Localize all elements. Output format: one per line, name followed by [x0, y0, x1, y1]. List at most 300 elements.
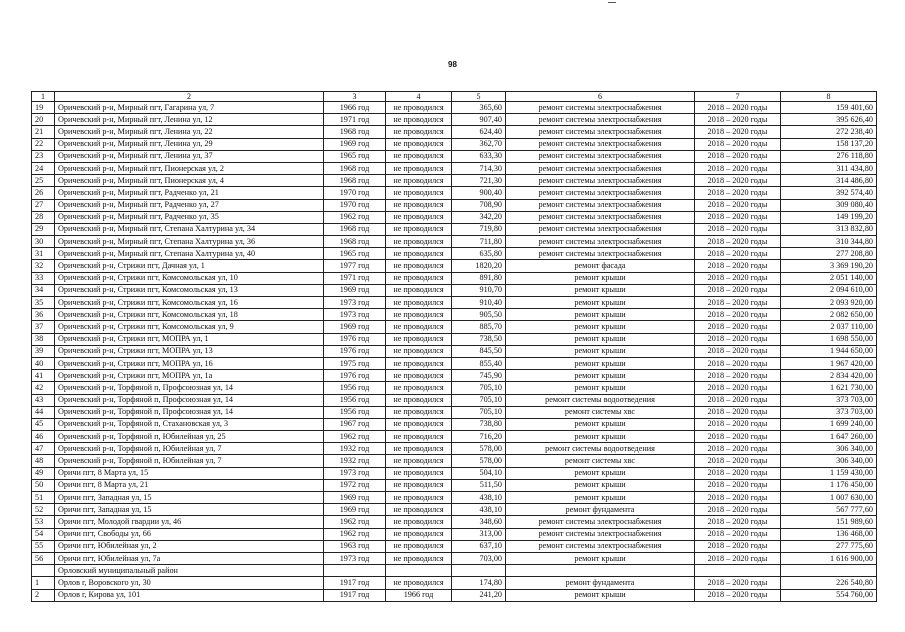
period-cell: 2018 – 2020 годы — [695, 357, 781, 369]
table-row — [32, 516, 877, 528]
row-number: 38 — [32, 333, 55, 345]
address-cell: Оричевский р-н, Мирный пгт, Ленина ул, 29 — [55, 138, 324, 150]
area-cell: 637,10 — [452, 540, 506, 552]
period-cell: 2018 – 2020 годы — [695, 345, 781, 357]
row-number: 47 — [32, 443, 55, 455]
area-cell: 738,50 — [452, 333, 506, 345]
work-type-cell: ремонт системы электроснабжения — [506, 199, 695, 211]
address-cell: Оричи пгт, 8 Марта ул, 21 — [55, 479, 324, 491]
work-type-cell: ремонт крыши — [506, 382, 695, 394]
last-repair-cell: не проводился — [386, 418, 452, 430]
table-row — [32, 370, 877, 382]
row-number: 32 — [32, 260, 55, 272]
area-cell: 855,40 — [452, 357, 506, 369]
address-cell: Оричи пгт, Юбилейная ул, 2 — [55, 540, 324, 552]
build-year-cell: 1969 год — [324, 138, 386, 150]
work-type-cell: ремонт крыши — [506, 309, 695, 321]
address-cell: Оричевский р-н, Мирный пгт, Ленина ул, 22 — [55, 126, 324, 138]
work-type-cell: ремонт фундамента — [506, 504, 695, 516]
row-number: 28 — [32, 211, 55, 223]
cost-cell: 2 094 610,00 — [781, 284, 877, 296]
area-cell: 885,70 — [452, 321, 506, 333]
area-cell: 716,20 — [452, 431, 506, 443]
address-cell: Оричевский р-н, Стрижи пгт, Комсомольская ул, 9 — [55, 321, 324, 333]
last-repair-cell: не проводился — [386, 504, 452, 516]
build-year-cell: 1971 год — [324, 114, 386, 126]
cost-cell: 1 967 420,00 — [781, 357, 877, 369]
row-number: 49 — [32, 467, 55, 479]
build-year-cell: 1965 год — [324, 248, 386, 260]
work-type-cell: ремонт крыши — [506, 297, 695, 309]
period-cell: 2018 – 2020 годы — [695, 370, 781, 382]
work-type-cell: ремонт крыши — [506, 333, 695, 345]
cost-cell: 306 340,00 — [781, 443, 877, 455]
build-year-cell: 1962 год — [324, 528, 386, 540]
table-row — [32, 102, 877, 114]
table-row — [32, 357, 877, 369]
period-cell: 2018 – 2020 годы — [695, 516, 781, 528]
address-cell: Оричи пгт, Свободы ул, 66 — [55, 528, 324, 540]
table-row — [32, 162, 877, 174]
row-number: 50 — [32, 479, 55, 491]
table-row — [32, 236, 877, 248]
work-type-cell: ремонт крыши — [506, 552, 695, 564]
table-row — [32, 260, 877, 272]
work-type-cell: ремонт системы электроснабжения — [506, 126, 695, 138]
work-type-cell: ремонт системы электроснабжения — [506, 223, 695, 235]
work-type-cell: ремонт системы хвс — [506, 455, 695, 467]
address-cell: Оричевский р-н, Стрижи пгт, Комсомольская ул, 18 — [55, 309, 324, 321]
cost-cell: 373 703,00 — [781, 406, 877, 418]
address-cell: Оричевский р-н, Торфяной п, Юбилейная ул, 7 — [55, 455, 324, 467]
cost-cell: 1 159 430,00 — [781, 467, 877, 479]
table-row — [32, 406, 877, 418]
work-type-cell: ремонт крыши — [506, 284, 695, 296]
address-cell: Оричевский р-н, Торфяной п, Профсоюзная ул, 14 — [55, 406, 324, 418]
period-cell: 2018 – 2020 годы — [695, 589, 781, 601]
period-cell: 2018 – 2020 годы — [695, 175, 781, 187]
period-cell: 2018 – 2020 годы — [695, 467, 781, 479]
cost-cell: 159 401,60 — [781, 102, 877, 114]
build-year-cell: 1956 год — [324, 394, 386, 406]
address-cell: Оричевский р-н, Мирный пгт, Гагарина ул, 7 — [55, 102, 324, 114]
cost-cell: 309 080,40 — [781, 199, 877, 211]
work-type-cell: ремонт крыши — [506, 370, 695, 382]
row-number: 21 — [32, 126, 55, 138]
last-repair-cell: не проводился — [386, 431, 452, 443]
work-type-cell: ремонт крыши — [506, 345, 695, 357]
period-cell: 2018 – 2020 годы — [695, 382, 781, 394]
section-row — [32, 565, 877, 577]
period-cell: 2018 – 2020 годы — [695, 528, 781, 540]
area-cell: 705,10 — [452, 406, 506, 418]
period-cell: 2018 – 2020 годы — [695, 418, 781, 430]
last-repair-cell: не проводился — [386, 114, 452, 126]
last-repair-cell: не проводился — [386, 260, 452, 272]
area-cell: 714,30 — [452, 162, 506, 174]
cost-cell: 136 468,00 — [781, 528, 877, 540]
last-repair-cell: не проводился — [386, 211, 452, 223]
row-number: 24 — [32, 162, 55, 174]
area-cell: 910,70 — [452, 284, 506, 296]
table-row — [32, 552, 877, 564]
row-number: 45 — [32, 418, 55, 430]
build-year-cell: 1969 год — [324, 492, 386, 504]
build-year-cell: 1967 год — [324, 418, 386, 430]
build-year-cell: 1917 год — [324, 577, 386, 589]
area-cell: 703,00 — [452, 552, 506, 564]
period-cell: 2018 – 2020 годы — [695, 333, 781, 345]
area-cell: 342,20 — [452, 211, 506, 223]
work-type-cell: ремонт системы электроснабжения — [506, 162, 695, 174]
row-number: 46 — [32, 431, 55, 443]
last-repair-cell: не проводился — [386, 187, 452, 199]
cost-cell: 554 760,00 — [781, 589, 877, 601]
section-blank — [386, 565, 452, 577]
area-cell: 738,80 — [452, 418, 506, 430]
area-cell: 365,60 — [452, 102, 506, 114]
period-cell: 2018 – 2020 годы — [695, 187, 781, 199]
build-year-cell: 1968 год — [324, 162, 386, 174]
address-cell: Оричевский р-н, Мирный пгт, Радченко ул, 35 — [55, 211, 324, 223]
period-cell: 2018 – 2020 годы — [695, 199, 781, 211]
scan-mark — [608, 2, 616, 3]
page-number: 98 — [448, 60, 457, 69]
row-number: 29 — [32, 223, 55, 235]
table-row — [32, 248, 877, 260]
row-number: 34 — [32, 284, 55, 296]
period-cell: 2018 – 2020 годы — [695, 577, 781, 589]
row-number: 35 — [32, 297, 55, 309]
period-cell: 2018 – 2020 годы — [695, 406, 781, 418]
row-number: 51 — [32, 492, 55, 504]
work-type-cell: ремонт системы электроснабжения — [506, 114, 695, 126]
last-repair-cell: не проводился — [386, 540, 452, 552]
area-cell: 907,40 — [452, 114, 506, 126]
last-repair-cell: не проводился — [386, 162, 452, 174]
build-year-cell: 1956 год — [324, 382, 386, 394]
column-number: 4 — [386, 92, 452, 102]
last-repair-cell: не проводился — [386, 443, 452, 455]
work-type-cell: ремонт крыши — [506, 492, 695, 504]
last-repair-cell: не проводился — [386, 382, 452, 394]
row-number: 30 — [32, 236, 55, 248]
table-body — [32, 92, 877, 602]
table-row — [32, 589, 877, 601]
work-type-cell: ремонт крыши — [506, 321, 695, 333]
row-number: 37 — [32, 321, 55, 333]
build-year-cell: 1962 год — [324, 211, 386, 223]
last-repair-cell: не проводился — [386, 272, 452, 284]
area-cell: 910,40 — [452, 297, 506, 309]
address-cell: Оричевский р-н, Стрижи пгт, МОПРА ул, 1 — [55, 333, 324, 345]
column-number: 2 — [55, 92, 324, 102]
area-cell: 845,50 — [452, 345, 506, 357]
cost-cell: 1 944 650,00 — [781, 345, 877, 357]
period-cell: 2018 – 2020 годы — [695, 297, 781, 309]
work-type-cell: ремонт крыши — [506, 467, 695, 479]
work-type-cell: ремонт системы хвс — [506, 406, 695, 418]
cost-cell: 314 486,80 — [781, 175, 877, 187]
cost-cell: 3 369 190,20 — [781, 260, 877, 272]
row-number: 40 — [32, 357, 55, 369]
work-type-cell: ремонт системы электроснабжения — [506, 236, 695, 248]
cost-cell: 373 703,00 — [781, 394, 877, 406]
last-repair-cell: не проводился — [386, 309, 452, 321]
build-year-cell: 1976 год — [324, 370, 386, 382]
table-row — [32, 418, 877, 430]
build-year-cell: 1968 год — [324, 175, 386, 187]
work-type-cell: ремонт системы электроснабжения — [506, 516, 695, 528]
row-number: 22 — [32, 138, 55, 150]
period-cell: 2018 – 2020 годы — [695, 540, 781, 552]
row-number: 26 — [32, 187, 55, 199]
build-year-cell: 1970 год — [324, 187, 386, 199]
row-number: 56 — [32, 552, 55, 564]
work-type-cell: ремонт крыши — [506, 418, 695, 430]
table-row — [32, 284, 877, 296]
period-cell: 2018 – 2020 годы — [695, 102, 781, 114]
table-row — [32, 540, 877, 552]
row-number: 44 — [32, 406, 55, 418]
last-repair-cell: не проводился — [386, 333, 452, 345]
cost-cell: 395 626,40 — [781, 114, 877, 126]
table-row — [32, 211, 877, 223]
table-row — [32, 321, 877, 333]
period-cell: 2018 – 2020 годы — [695, 272, 781, 284]
address-cell: Оричевский р-н, Мирный пгт, Радченко ул, 27 — [55, 199, 324, 211]
build-year-cell: 1970 год — [324, 199, 386, 211]
area-cell: 348,60 — [452, 516, 506, 528]
section-blank — [324, 565, 386, 577]
column-number: 6 — [506, 92, 695, 102]
column-number-header — [32, 92, 877, 102]
section-blank — [695, 565, 781, 577]
work-type-cell: ремонт крыши — [506, 357, 695, 369]
cost-cell: 2 082 650,00 — [781, 309, 877, 321]
cost-cell: 1 698 550,00 — [781, 333, 877, 345]
last-repair-cell: не проводился — [386, 321, 452, 333]
last-repair-cell: не проводился — [386, 297, 452, 309]
area-cell: 578,00 — [452, 443, 506, 455]
work-type-cell: ремонт системы водоотведения — [506, 394, 695, 406]
table-row — [32, 175, 877, 187]
cost-cell: 276 118,80 — [781, 150, 877, 162]
build-year-cell: 1932 год — [324, 443, 386, 455]
address-cell: Оричевский р-н, Стрижи пгт, Комсомольская ул, 10 — [55, 272, 324, 284]
period-cell: 2018 – 2020 годы — [695, 162, 781, 174]
work-type-cell: ремонт системы электроснабжения — [506, 138, 695, 150]
cost-cell: 149 199,20 — [781, 211, 877, 223]
column-number: 1 — [32, 92, 55, 102]
address-cell: Оричи пгт, Молодой гвардии ул, 46 — [55, 516, 324, 528]
address-cell: Оричи пгт, Западная ул, 15 — [55, 504, 324, 516]
last-repair-cell: не проводился — [386, 455, 452, 467]
address-cell: Оричевский р-н, Стрижи пгт, МОПРА ул, 1а — [55, 370, 324, 382]
row-number: 25 — [32, 175, 55, 187]
area-cell: 1820,20 — [452, 260, 506, 272]
column-number: 5 — [452, 92, 506, 102]
area-cell: 745,90 — [452, 370, 506, 382]
work-type-cell: ремонт системы электроснабжения — [506, 175, 695, 187]
area-cell: 705,10 — [452, 394, 506, 406]
period-cell: 2018 – 2020 годы — [695, 394, 781, 406]
row-number: 54 — [32, 528, 55, 540]
area-cell: 705,10 — [452, 382, 506, 394]
last-repair-cell: не проводился — [386, 126, 452, 138]
period-cell: 2018 – 2020 годы — [695, 455, 781, 467]
cost-cell: 272 238,40 — [781, 126, 877, 138]
cost-cell: 567 777,60 — [781, 504, 877, 516]
column-number: 7 — [695, 92, 781, 102]
table-row — [32, 333, 877, 345]
address-cell: Оричевский р-н, Мирный пгт, Степана Халтурина ул, 36 — [55, 236, 324, 248]
period-cell: 2018 – 2020 годы — [695, 138, 781, 150]
address-cell: Оричевский р-н, Стрижи пгт, МОПРА ул, 16 — [55, 357, 324, 369]
last-repair-cell: не проводился — [386, 150, 452, 162]
table-row — [32, 394, 877, 406]
area-cell: 504,10 — [452, 467, 506, 479]
work-type-cell: ремонт системы электроснабжения — [506, 540, 695, 552]
section-blank — [506, 565, 695, 577]
work-type-cell: ремонт крыши — [506, 589, 695, 601]
address-cell: Оричевский р-н, Мирный пгт, Степана Халтурина ул, 40 — [55, 248, 324, 260]
table-row — [32, 297, 877, 309]
work-type-cell: ремонт крыши — [506, 479, 695, 491]
last-repair-cell: не проводился — [386, 552, 452, 564]
last-repair-cell: не проводился — [386, 467, 452, 479]
table-row — [32, 504, 877, 516]
build-year-cell: 1963 год — [324, 540, 386, 552]
row-number: 39 — [32, 345, 55, 357]
repair-register-table — [31, 91, 877, 602]
last-repair-cell: не проводился — [386, 199, 452, 211]
build-year-cell: 1965 год — [324, 150, 386, 162]
row-number: 42 — [32, 382, 55, 394]
last-repair-cell: не проводился — [386, 577, 452, 589]
period-cell: 2018 – 2020 годы — [695, 321, 781, 333]
area-cell: 635,80 — [452, 248, 506, 260]
row-number: 33 — [32, 272, 55, 284]
area-cell: 708,90 — [452, 199, 506, 211]
work-type-cell: ремонт фундамента — [506, 577, 695, 589]
cost-cell: 306 340,00 — [781, 455, 877, 467]
area-cell: 313,00 — [452, 528, 506, 540]
address-cell: Оричевский р-н, Мирный пгт, Пионерская ул, 2 — [55, 162, 324, 174]
area-cell: 719,80 — [452, 223, 506, 235]
build-year-cell: 1962 год — [324, 516, 386, 528]
area-cell: 711,80 — [452, 236, 506, 248]
period-cell: 2018 – 2020 годы — [695, 260, 781, 272]
address-cell: Оричевский р-н, Мирный пгт, Ленина ул, 12 — [55, 114, 324, 126]
period-cell: 2018 – 2020 годы — [695, 114, 781, 126]
row-number: 1 — [32, 577, 55, 589]
table-row — [32, 443, 877, 455]
build-year-cell: 1972 год — [324, 479, 386, 491]
area-cell: 438,10 — [452, 504, 506, 516]
section-blank — [452, 565, 506, 577]
cost-cell: 277 775,60 — [781, 540, 877, 552]
build-year-cell: 1969 год — [324, 284, 386, 296]
work-type-cell: ремонт системы электроснабжения — [506, 150, 695, 162]
table-row — [32, 345, 877, 357]
column-number: 8 — [781, 92, 877, 102]
area-cell: 891,80 — [452, 272, 506, 284]
section-blank — [32, 565, 55, 577]
cost-cell: 313 832,80 — [781, 223, 877, 235]
section-blank — [781, 565, 877, 577]
cost-cell: 2 051 140,00 — [781, 272, 877, 284]
row-number: 27 — [32, 199, 55, 211]
area-cell: 241,20 — [452, 589, 506, 601]
section-title: Орловский муниципальный район — [55, 565, 324, 577]
address-cell: Оричевский р-н, Мирный пгт, Степана Халтурина ул, 34 — [55, 223, 324, 235]
table-row — [32, 138, 877, 150]
period-cell: 2018 – 2020 годы — [695, 504, 781, 516]
cost-cell: 2 834 420,00 — [781, 370, 877, 382]
work-type-cell: ремонт крыши — [506, 272, 695, 284]
table-row — [32, 467, 877, 479]
area-cell: 721,30 — [452, 175, 506, 187]
work-type-cell: ремонт системы электроснабжения — [506, 102, 695, 114]
last-repair-cell: не проводился — [386, 223, 452, 235]
area-cell: 633,30 — [452, 150, 506, 162]
row-number: 31 — [32, 248, 55, 260]
cost-cell: 2 093 920,00 — [781, 297, 877, 309]
row-number: 41 — [32, 370, 55, 382]
period-cell: 2018 – 2020 годы — [695, 552, 781, 564]
table-row — [32, 577, 877, 589]
build-year-cell: 1977 год — [324, 260, 386, 272]
build-year-cell: 1969 год — [324, 321, 386, 333]
last-repair-cell: не проводился — [386, 394, 452, 406]
last-repair-cell: не проводился — [386, 248, 452, 260]
period-cell: 2018 – 2020 годы — [695, 431, 781, 443]
build-year-cell: 1917 год — [324, 589, 386, 601]
table-row — [32, 150, 877, 162]
address-cell: Оричевский р-н, Стрижи пгт, МОПРА ул, 13 — [55, 345, 324, 357]
last-repair-cell: не проводился — [386, 492, 452, 504]
address-cell: Оричевский р-н, Торфяной п, Юбилейная ул, 25 — [55, 431, 324, 443]
cost-cell: 1 699 240,00 — [781, 418, 877, 430]
area-cell: 174,80 — [452, 577, 506, 589]
work-type-cell: ремонт системы электроснабжения — [506, 187, 695, 199]
build-year-cell: 1956 год — [324, 406, 386, 418]
cost-cell: 1 007 630,00 — [781, 492, 877, 504]
last-repair-cell: не проводился — [386, 284, 452, 296]
last-repair-cell: не проводился — [386, 236, 452, 248]
table-row — [32, 223, 877, 235]
row-number: 23 — [32, 150, 55, 162]
build-year-cell: 1973 год — [324, 297, 386, 309]
build-year-cell: 1971 год — [324, 272, 386, 284]
table-row — [32, 187, 877, 199]
cost-cell: 1 647 260,00 — [781, 431, 877, 443]
work-type-cell: ремонт системы водоотведения — [506, 443, 695, 455]
area-cell: 624,40 — [452, 126, 506, 138]
build-year-cell: 1968 год — [324, 126, 386, 138]
cost-cell: 226 540,80 — [781, 577, 877, 589]
last-repair-cell: не проводился — [386, 345, 452, 357]
cost-cell: 392 574,40 — [781, 187, 877, 199]
table-row — [32, 382, 877, 394]
table-row — [32, 528, 877, 540]
address-cell: Оричевский р-н, Стрижи пгт, Дачная ул, 1 — [55, 260, 324, 272]
table-row — [32, 455, 877, 467]
address-cell: Оричи пгт, 8 Марта ул, 15 — [55, 467, 324, 479]
last-repair-cell: не проводился — [386, 175, 452, 187]
row-number: 52 — [32, 504, 55, 516]
